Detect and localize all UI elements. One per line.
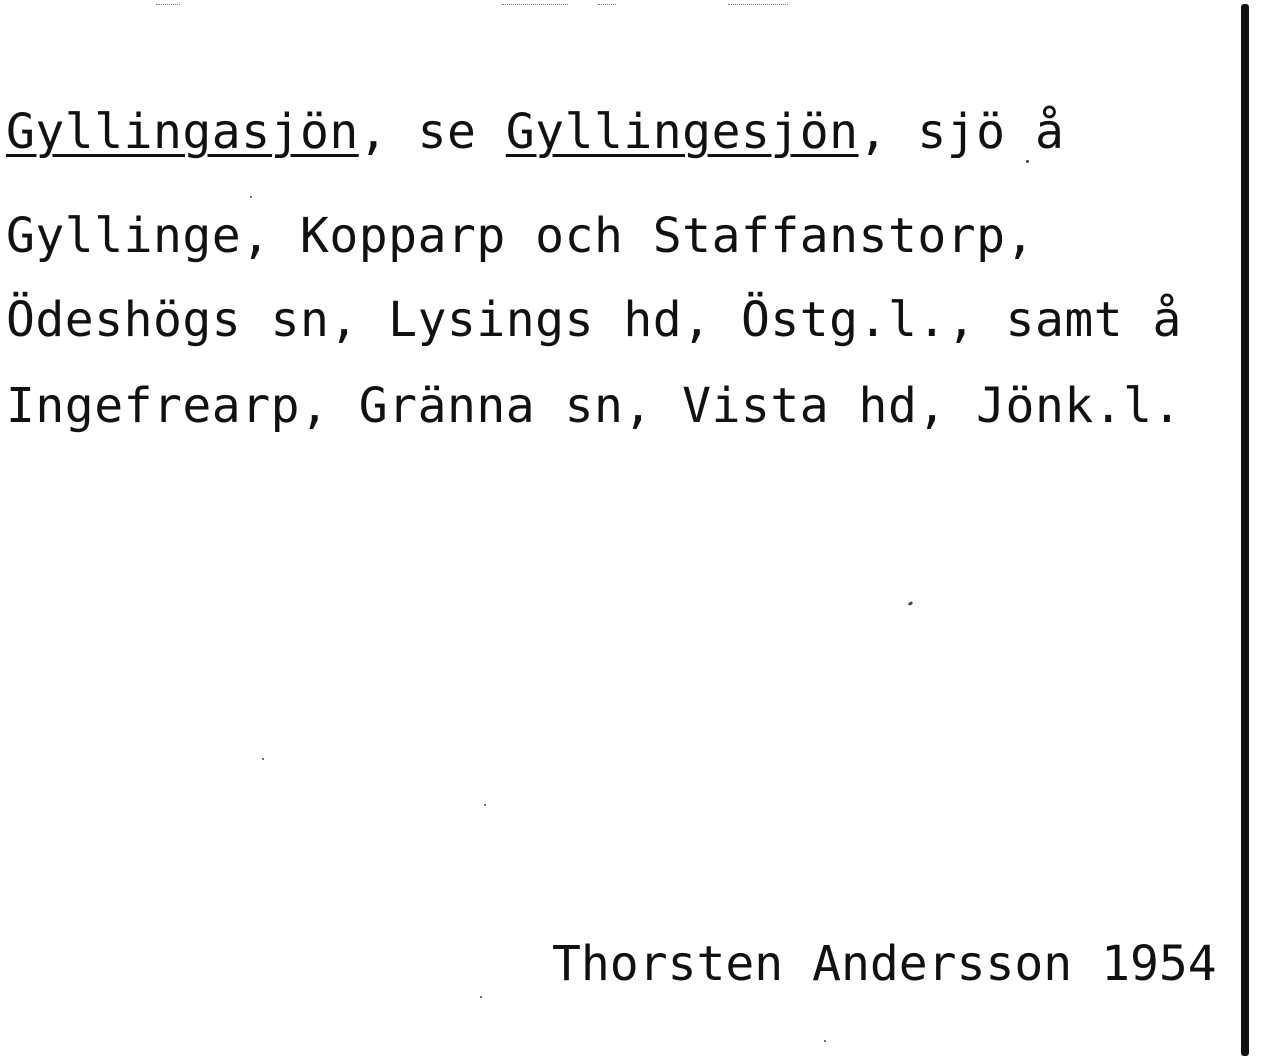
entry-line-2: Gyllinge, Kopparp och Staffanstorp, bbox=[6, 208, 1035, 264]
ink-speck bbox=[908, 601, 914, 606]
ink-speck bbox=[262, 758, 264, 760]
entry-line-4: Ingefrearp, Gränna sn, Vista hd, Jönk.l. bbox=[6, 378, 1182, 434]
signature: Thorsten Andersson 1954 bbox=[552, 936, 1217, 992]
ink-speck bbox=[824, 1040, 826, 1042]
entry-line-1 bbox=[6, 104, 1064, 160]
scan-mark bbox=[156, 4, 180, 6]
scan-mark bbox=[502, 4, 568, 6]
entry-line-1-rest: , sjö å bbox=[858, 104, 1065, 160]
ink-speck bbox=[250, 196, 252, 198]
reference-word: Gyllingesjön bbox=[505, 104, 859, 160]
see-text: , se bbox=[358, 104, 506, 160]
ink-speck bbox=[1026, 160, 1029, 163]
ink-speck bbox=[484, 804, 486, 806]
card-edge-line bbox=[1241, 4, 1249, 1056]
ink-speck bbox=[480, 996, 482, 998]
entry-line-3: Ödeshögs sn, Lysings hd, Östg.l., samt å bbox=[6, 292, 1182, 348]
headword: Gyllingasjön bbox=[6, 104, 359, 160]
scan-mark bbox=[598, 4, 616, 6]
scan-mark bbox=[728, 4, 788, 6]
